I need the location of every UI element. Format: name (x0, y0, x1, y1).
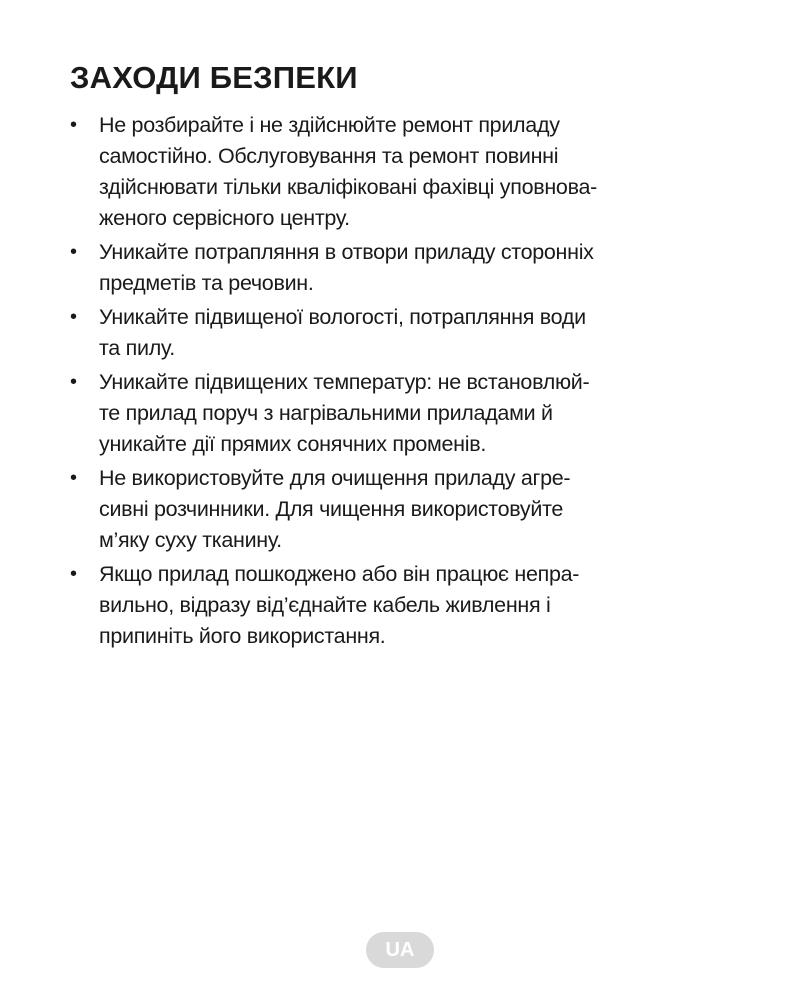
text-line: Не використовуйте для очищення приладу агре- (99, 466, 571, 490)
language-badge: UA (366, 932, 434, 968)
safety-rules-list (68, 110, 740, 655)
text-line: припиніть його використання. (99, 624, 386, 648)
text-line: вильно, відразу від’єднайте кабель живлення і (99, 593, 551, 617)
text-line: Уникайте підвищеної вологості, потрапляння води (99, 305, 586, 329)
text-line: Не розбирайте і не здійснюйте ремонт приладу (99, 113, 560, 137)
bullet-icon: • (70, 306, 78, 328)
text-line: самостійно. Обслуговування та ремонт повинні (99, 144, 559, 168)
text-line: уникайте дії прямих сонячних променів. (99, 432, 487, 456)
list-item-text (99, 237, 740, 299)
list-item-text (99, 302, 740, 364)
text-line: женого сервісного центру. (99, 206, 350, 230)
list-item (68, 237, 740, 299)
bullet-icon: • (70, 241, 78, 263)
text-line: м’яку суху тканину. (99, 528, 282, 552)
list-item (68, 367, 740, 460)
text-line: та пилу. (99, 336, 175, 360)
list-item (68, 463, 740, 556)
text-line: те прилад поруч з нагрівальними приладами й (99, 401, 553, 425)
list-item-text (99, 367, 740, 460)
text-line: Уникайте підвищених температур: не встановлюй- (99, 370, 590, 394)
text-line: Уникайте потрапляння в отвори приладу сторонніх (99, 240, 594, 264)
list-item (68, 302, 740, 364)
text-line: Якщо прилад пошкоджено або він працює непра- (99, 562, 580, 586)
list-item (68, 559, 740, 652)
bullet-icon: • (70, 371, 78, 393)
list-item-text (99, 110, 740, 234)
bullet-icon: • (70, 563, 78, 585)
list-item-text (99, 559, 740, 652)
list-item-text (99, 463, 740, 556)
bullet-icon: • (70, 114, 78, 136)
text-line: сивні розчинники. Для чищення використовуйте (99, 497, 564, 521)
bullet-icon: • (70, 467, 78, 489)
page-title: ЗАХОДИ БЕЗПЕКИ (70, 60, 358, 95)
text-line: предметів та речовин. (99, 271, 314, 295)
text-line: здійснювати тільки кваліфіковані фахівці уповнова- (99, 175, 597, 199)
list-item (68, 110, 740, 234)
